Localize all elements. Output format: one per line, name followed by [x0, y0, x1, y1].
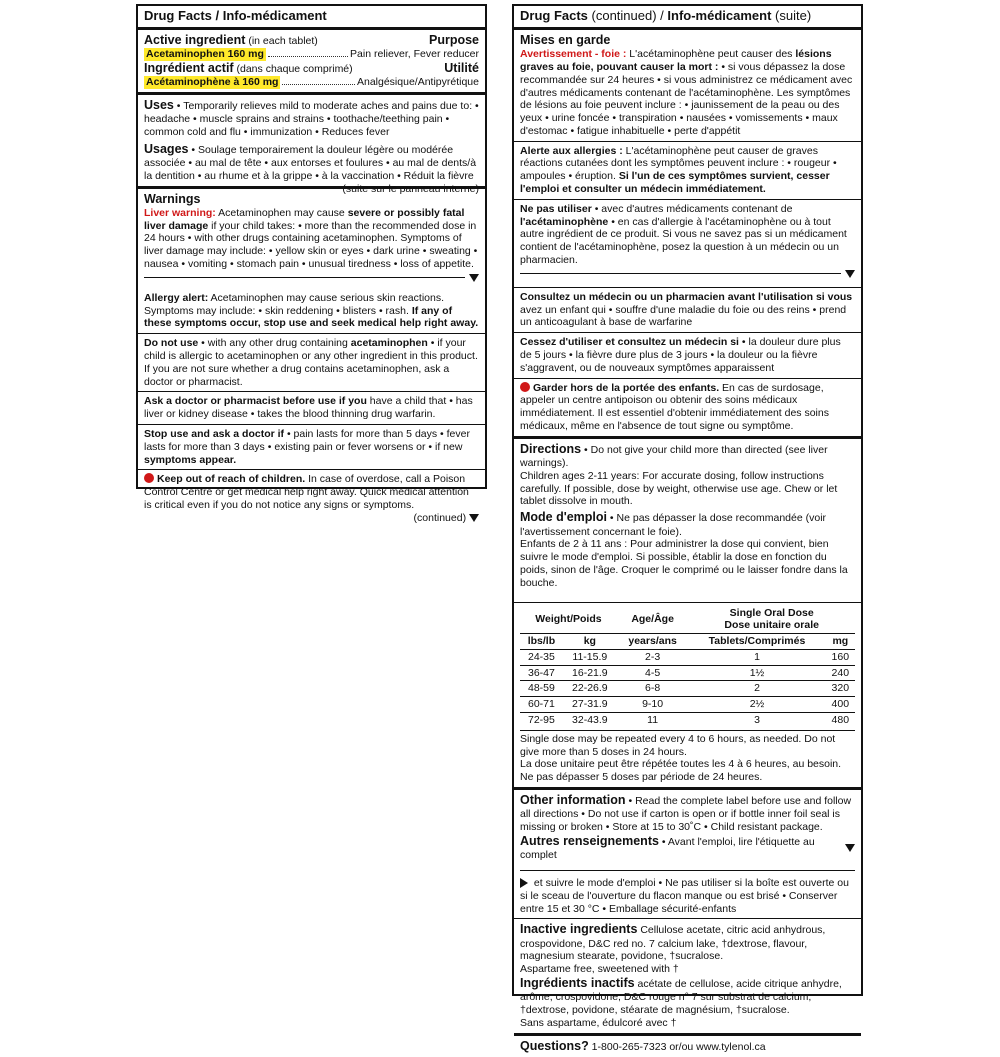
arrow-down-icon — [845, 270, 855, 278]
table-row: 24-35 11-15.9 2-3 1 160 — [520, 649, 855, 665]
purpose-label: Purpose — [428, 32, 479, 47]
mode-emploi-title: Mode d'emploi — [520, 510, 607, 525]
directions-title: Directions — [520, 441, 582, 456]
panel-header-continued: Drug Facts (continued) / Info-médicament (suite) — [514, 6, 861, 30]
dosing-note-fr: La dose unitaire peut être répétée toutes les 4 à 6 heures, au besoin. Ne pas dépasser 5 doses par période de 24 heures. — [520, 758, 842, 784]
alerte-allergies-section: Alerte aux allergies : L'acétaminophène peut causer de graves réactions cutanées dont les symptômes peuvent inclure : • rougeur • ampoules • éruption. Si l'un de ces symptômes survient, cesser l'emploi et consulter un médecin immédiatement. — [514, 142, 861, 200]
dosing-note: Single dose may be repeated every 4 to 6 hours, as needed. Do not give more than 5 doses in 24 hours. — [520, 730, 855, 759]
other-information-section: Other information • Read the complete label before use and follow all directions • Do not use if carton is open or if bottle inner foil seal is missing or broken • Store at 15 to 30˚C • Child resistant package. Autres renseignements • Avant l'emploi, lire l'étiquette au complet et suivre le mode d'emploi • Ne pas utiliser si la boîte est ouverte ou si le sceau de l'ouverture du flacon manque ou est brisé • Conserver entre 15 et 30 °C • Emballage sécurité-enfants — [514, 790, 861, 919]
drug-facts-continued-panel — [512, 4, 863, 1053]
ne-pas-utiliser-section: Ne pas utiliser • avec d'autres médicaments contenant de l'acétaminophène • en cas d'allergie à l'acétaminophène ou à tout autre ingrédient de ce produit. Si vous ne savez pas si un médicament contient de l'acétaminophène, posez la question à un médecin ou un pharmacien. — [514, 200, 861, 288]
usages-title: Usages — [144, 141, 189, 156]
ask-doctor-section: Ask a doctor or pharmacist before use if you have a child that • has liver or kidney disease • takes the blood thinning drug warfarin. — [138, 392, 485, 425]
uses-section: Uses • Temporarily relieves mild to moderate aches and pains due to: • headache • muscle sprains and strains • toothache/teething pain • common cold and flu • immunization • Reduces fever Usages • Soulage temporairement la douleur légère ou modérée associée • au mal de tête • aux entorses et foulures • au mal de dents/à la dentition • au rhume et à la grippe • à la vaccination • Réduit la fièvre (suite sur le panneau interne) — [138, 95, 485, 189]
table-row: 72-95 32-43.9 11 3 480 — [520, 713, 855, 728]
do-not-use-section: Do not use • with any other drug containing acetaminophen • if your child is allergic to acetaminophen or any other ingredient in this product. If you are not sure whether a drug contains acetaminophen, ask a doctor or pharmacist. — [138, 334, 485, 392]
allergy-alert-label: Allergy alert: — [144, 291, 209, 304]
autres-renseignements-title: Autres renseignements — [520, 833, 659, 848]
purpose-value-en: Pain reliever, Fever reducer — [350, 48, 479, 61]
questions-section — [514, 1034, 861, 1057]
garder-hors-portee-section: Garder hors de la portée des enfants. En cas de surdosage, appeler un centre antipoison ou obtenir des soins médicaux immédiatement. Il est essentiel d'obtenir immédiatement des soins médicaux, même en l'absence de tout signe ou symptôme. — [514, 379, 861, 439]
arrow-down-icon — [469, 514, 479, 522]
other-information-title: Other information — [520, 793, 626, 808]
stop-sign-icon — [144, 473, 154, 483]
panel-header: Drug Facts / Info-médicament — [138, 6, 485, 30]
purpose-value-fr: Analgésique/Antipyrétique — [356, 76, 479, 89]
continued-note-fr: (suite sur le panneau interne) — [342, 182, 479, 195]
dosing-table: Weight/Poids Age/Âge Single Oral Dose Dose unitaire orale lbs/lb kg years/ans Tablets/Comprimés mg 24-35 11-15.9 2-3 1 160 36-47 16-21.9 4-5 1½ 240 48-59 22-26.9 6-8 2 320 60-71 27-31.9 9-10 2½ 400 72-95 32-43.9 11 3 480 — [520, 606, 855, 728]
purpose-label-fr: Utilité — [444, 60, 479, 75]
questions-contact: 1-800-265-7323 or/ou www.tylenol.ca — [588, 1040, 766, 1053]
uses-title: Uses — [144, 97, 174, 112]
consultez-section: Consultez un médecin ou un pharmacien avant l'utilisation si vous avez un enfant qui • souffre d'une maladie du foie ou des reins • prend un anticoagulant à base de warfarine — [514, 288, 861, 333]
cessez-section: Cessez d'utiliser et consultez un médecin si • la douleur dure plus de 5 jours • la fièvre dure plus de 3 jours • la douleur ou la fièvre s'aggravent, ou de nouveaux symptômes apparaissent — [514, 333, 861, 378]
keep-out-of-reach-section: Keep out of reach of children. In case of overdose, call a Poison Control Centre or get medical help right away. Quick medical attention is critical even if you do not notice any signs or symptoms. (continued) — [138, 470, 485, 527]
active-ingredient-label: Active ingredient — [144, 32, 246, 47]
mises-en-garde-title: Mises en garde — [520, 32, 611, 47]
mises-en-garde-section: Mises en garde Avertissement - foie : L'acétaminophène peut causer des lésions graves au foie, pouvant causer la mort : • si vous dépassez la dose recommandée sur 24 heures • si vous administrez ce médicament avec d'autres médicaments contenant de l'acétaminophène. Les symptômes de lésions au foie peuvent inclure : • jaunissement de la peau ou des yeux • urine foncée • transpiration • nausées • vomissements • maux d'estomac • fatigue inhabituelle • perte d'appétit — [514, 30, 861, 142]
warnings-section: Warnings Liver warning: Acetaminophen may cause severe or possibly fatal liver damage if your child takes: • more than the recommended dose in 24 hours • with other drugs containing acetaminophen. Symptoms of liver damage may include: • yellow skin or eyes • dark urine • sweating • nausea • vomiting • stomach pain • unusual tiredness • loss of appetite. Allergy alert: Acetaminophen may cause serious skin reactions. Symptoms may include: • skin reddening • blisters • rash. If any of these symptoms occur, stop use and seek medical help right away. — [138, 189, 485, 335]
active-ingredient-section: Active ingredient (in each tablet) Purpose Acetaminophen 160 mg Pain reliever, Fever reducer Ingrédient actif (dans chaque comprimé) Utilité Acétaminophène à 160 mg Analgésique/Antipyrétique — [138, 30, 485, 95]
ingredient-fr: Acétaminophène à 160 mg — [146, 76, 279, 89]
liver-warning-label: Liver warning: — [144, 206, 216, 219]
arrow-down-icon — [845, 844, 855, 852]
table-row: 60-71 27-31.9 9-10 2½ 400 — [520, 697, 855, 713]
arrow-down-icon — [469, 274, 479, 282]
stop-sign-icon — [520, 382, 530, 392]
drug-facts-panel — [136, 4, 487, 524]
dosing-section — [514, 603, 861, 791]
ingredient-en: Acetaminophen 160 mg — [146, 48, 264, 61]
directions-section: Directions • Do not give your child more than directed (see liver warnings). Children ages 2-11 years: For accurate dosing, follow instructions carefully. If possible, dose by weight, otherwise use age. Chew or let tablet dissolve in mouth. Mode d'emploi • Ne pas dépasser la dose recommandée (voir l'avertissement concernant le foie). Enfants de 2 à 11 ans : Pour administrer la dose qui convient, bien suivre le mode d'emploi. Si possible, établir la dose en fonction du poids, sinon de l'âge. Croquer le comprimé ou le laisser fondre dans la bouche. — [514, 439, 861, 603]
continued-label: (continued) — [413, 511, 467, 524]
active-ingredient-label-fr: Ingrédient actif — [144, 60, 234, 75]
ingredients-inactifs-title: Ingrédients inactifs — [520, 975, 635, 990]
table-row: 48-59 22-26.9 6-8 2 320 — [520, 681, 855, 697]
table-row: 36-47 16-21.9 4-5 1½ 240 — [520, 665, 855, 681]
warnings-title: Warnings — [144, 191, 201, 206]
inactive-ingredients-section: Inactive ingredients Cellulose acetate, citric acid anhydrous, crospovidone, D&C red no. 7 calcium lake, †dextrose, flavour, magnesium stearate, povidone, †sucralose. Aspartame free, sweetened with † Ingrédients inactifs acétate de cellulose, acide citrique anhydre, arôme, crospovidone, D&C rouge n° 7 sur substrat de calcium, †dextrose, povidone, stéarate de magnésium, †sucralose. Sans aspartame, édulcoré avec † — [514, 919, 861, 1033]
stop-use-section: Stop use and ask a doctor if • pain lasts for more than 5 days • fever lasts for more than 3 days • existing pain or fever worsens or • if new symptoms appear. — [138, 425, 485, 470]
arrow-right-icon — [520, 878, 528, 888]
avertissement-foie-label: Avertissement - foie : — [520, 48, 627, 61]
questions-title: Questions? — [520, 1038, 589, 1053]
inactive-ingredients-title: Inactive ingredients — [520, 922, 638, 937]
